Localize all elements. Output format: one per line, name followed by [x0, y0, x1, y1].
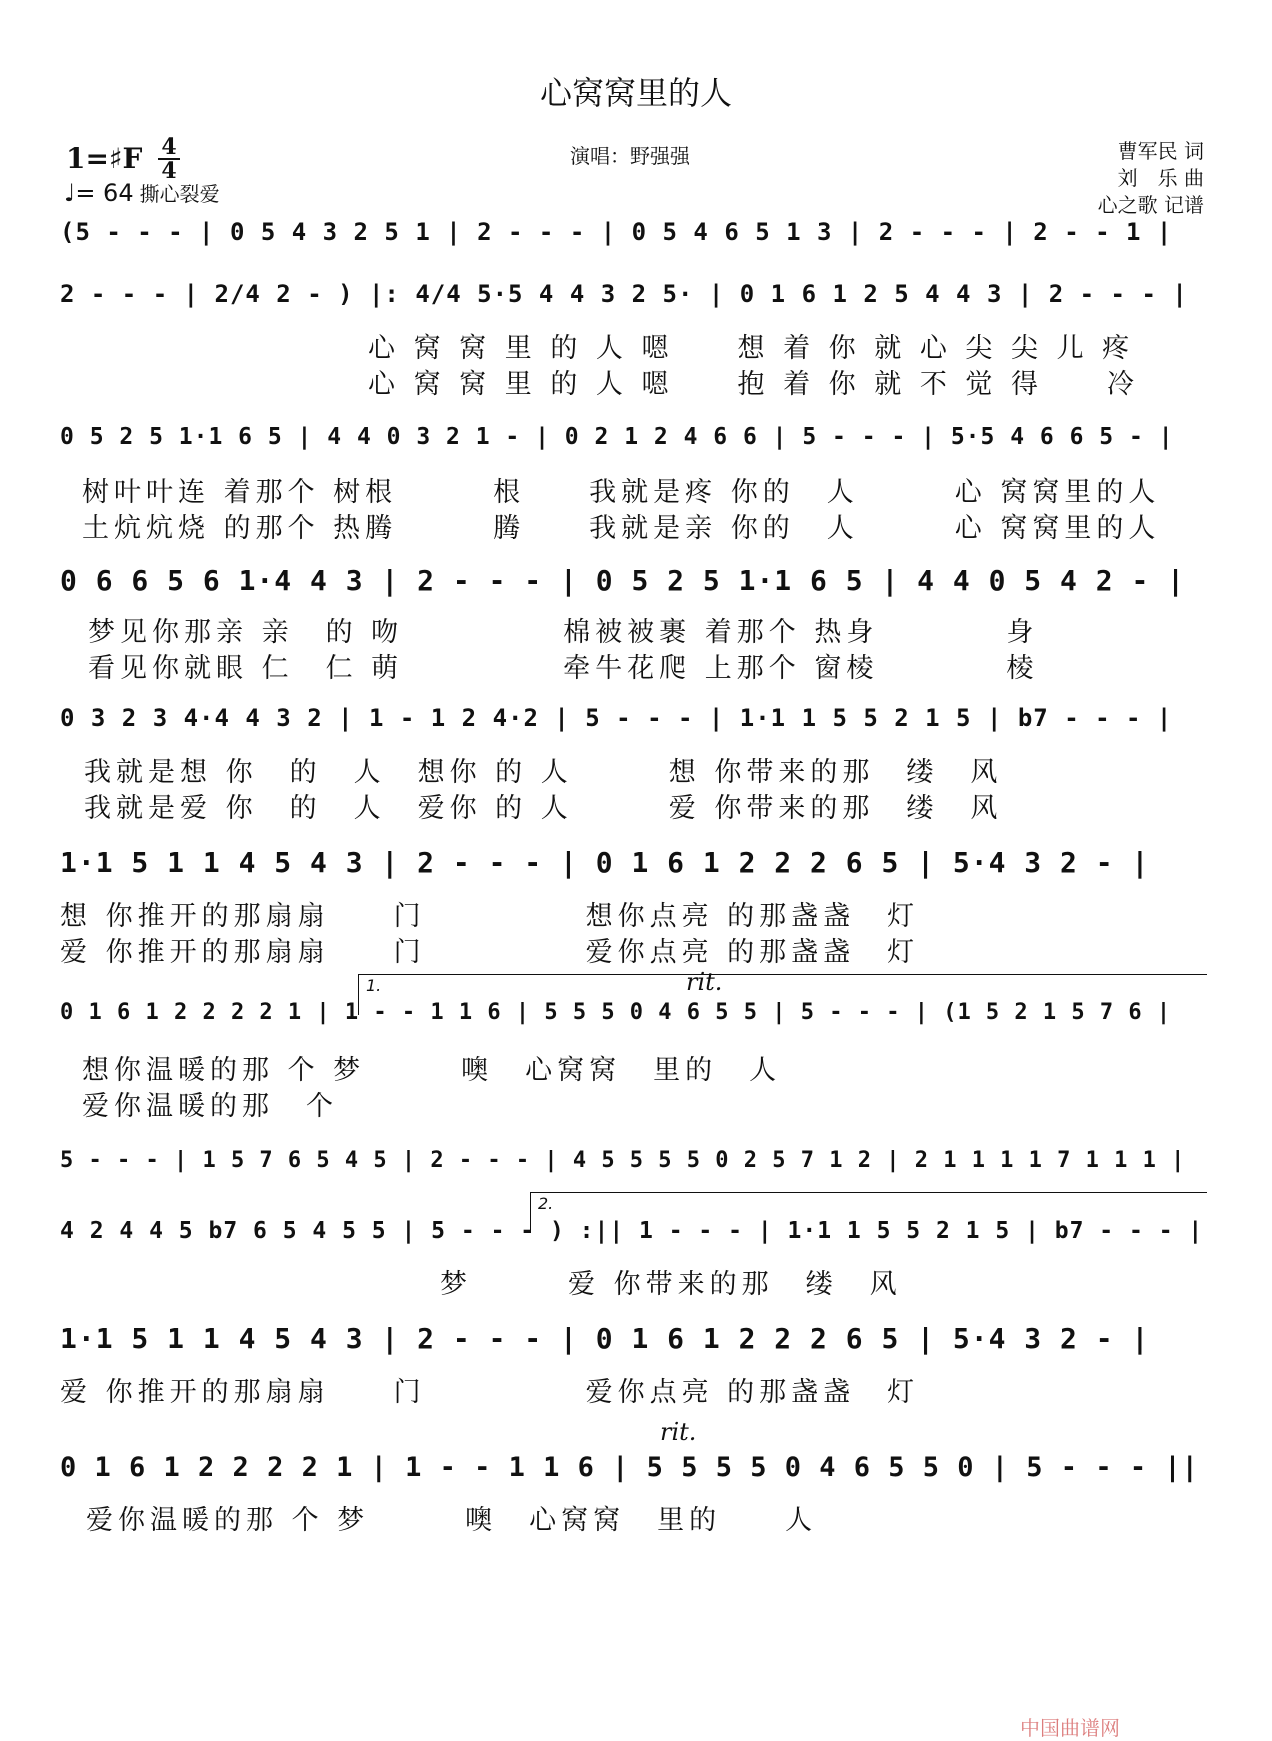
notation-line: 5 - - - | 1 5 7 6 5 4 5 | 2 - - - | 4 5 5 5 5 0 2 5 7 1 2 | 2 1 1 1 1 7 1 1 1 | — [60, 1148, 1186, 1173]
lyrics-verse-1: 想你温暖的那 个 梦 噢 心窝窝 里的 人 — [82, 1055, 782, 1086]
lyrics-verse-2: 土炕炕烧 的那个 热腾 腾 我就是亲 你的 人 心 窝窝里的人 — [82, 513, 1161, 544]
lyricist-credit: 曹军民 词 — [1117, 139, 1204, 163]
lyrics-verse-1: 爱 你推开的那扇扇 门 爱你点亮 的那盏盏 灯 — [60, 1377, 920, 1408]
lyrics-verse-2: 心 窝 窝 里 的 人 嗯 抱 着 你 就 不 觉 得 冷 — [368, 369, 1139, 400]
notation-line: 1·1 5 1 1 4 5 4 3 | 2 - - - | 0 1 6 1 2 2 2 6 5 | 5·4 3 2 - | — [60, 846, 1150, 879]
lyrics-verse-1: 爱你温暖的那 个 梦 噢 心窝窝 里的 人 — [86, 1505, 818, 1536]
time-top: 4 — [161, 134, 177, 160]
lyrics-verse-1: 梦见你那亲 亲 的 吻 棉被被裹 着那个 热身 身 — [88, 617, 1039, 648]
notation-line: 0 3 2 3 4·4 4 3 2 | 1 - 1 2 4·2 | 5 - - - | 1·1 1 5 5 2 1 5 | b7 - - - | — [60, 704, 1173, 732]
singer-credit: 演唱：野强强 — [570, 144, 690, 168]
volta-label-2: 2. — [538, 1194, 554, 1213]
transcriber-credit: 心之歌 记谱 — [1097, 193, 1204, 217]
lyrics-verse-1: 想 你推开的那扇扇 门 想你点亮 的那盏盏 灯 — [60, 901, 920, 932]
notation-line: 1·1 5 1 1 4 5 4 3 | 2 - - - | 0 1 6 1 2 2 2 6 5 | 5·4 3 2 - | — [60, 1322, 1150, 1355]
notation-line: 2 - - - | 2/4 2 - ) |: 4/4 5·5 4 4 3 2 5· | 0 1 6 1 2 5 4 4 3 | 2 - - - | — [60, 280, 1188, 308]
site-watermark: 中国曲谱网 — [1020, 1716, 1120, 1740]
volta-label-1: 1. — [366, 976, 382, 995]
key-signature: 1=♯F — [66, 142, 143, 175]
notation-line: 0 5 2 5 1·1 6 5 | 4 4 0 3 2 1 - | 0 2 1 2 4 6 6 | 5 - - - | 5·5 4 6 6 5 - | — [60, 424, 1174, 450]
time-bottom: 4 — [161, 158, 177, 184]
notation-line: 0 1 6 1 2 2 2 2 1 | 1 - - 1 1 6 | 5 5 5 0 4 6 5 5 | 5 - - - | (1 5 2 1 5 7 6 | — [60, 1000, 1172, 1025]
lyrics-verse-1: 梦 爱 你带来的那 缕 风 — [88, 1269, 902, 1300]
composer-credit: 刘 乐 曲 — [1117, 166, 1204, 190]
ritardando-mark: rit. — [660, 1418, 697, 1446]
lyrics-verse-2: 爱你温暖的那 个 — [82, 1091, 338, 1122]
lyrics-verse-2: 我就是爱 你 的 人 爱你 的 人 爱 你带来的那 缕 风 — [84, 793, 1003, 824]
credits-block — [1098, 138, 1204, 219]
notation-line: (5 - - - | 0 5 4 3 2 5 1 | 2 - - - | 0 5 4 6 5 1 3 | 2 - - - | 2 - - 1 | — [60, 218, 1173, 246]
notation-line: 0 6 6 5 6 1·4 4 3 | 2 - - - | 0 5 2 5 1·1 6 5 | 4 4 0 5 4 2 - | — [60, 564, 1186, 597]
notation-line: 4 2 4 4 5 b7 6 5 4 5 5 | 5 - - - ) :|| 1 - - - | 1·1 1 5 5 2 1 5 | b7 - - - | — [60, 1218, 1204, 1244]
notation-line: 0 1 6 1 2 2 2 2 1 | 1 - - 1 1 6 | 5 5 5 5 0 4 6 5 5 0 | 5 - - - || — [60, 1452, 1199, 1483]
lyrics-verse-2: 爱 你推开的那扇扇 门 爱你点亮 的那盏盏 灯 — [60, 937, 920, 968]
tempo-marking — [64, 178, 220, 207]
lyrics-verse-1: 树叶叶连 着那个 树根 根 我就是疼 你的 人 心 窝窝里的人 — [82, 477, 1161, 508]
style-marking: 撕心裂爱 — [139, 182, 220, 206]
time-signature — [158, 136, 180, 182]
song-title: 心窝窝里的人 — [539, 74, 732, 112]
tempo-value: ♩= 64 — [64, 179, 134, 207]
lyrics-verse-1: 心 窝 窝 里 的 人 嗯 想 着 你 就 心 尖 尖 儿 疼 — [368, 333, 1135, 364]
ritardando-mark: rit. — [686, 968, 723, 996]
lyrics-verse-2: 看见你就眼 仁 仁 萌 牵牛花爬 上那个 窗棱 棱 — [88, 653, 1039, 684]
lyrics-verse-1: 我就是想 你 的 人 想你 的 人 想 你带来的那 缕 风 — [84, 757, 1003, 788]
